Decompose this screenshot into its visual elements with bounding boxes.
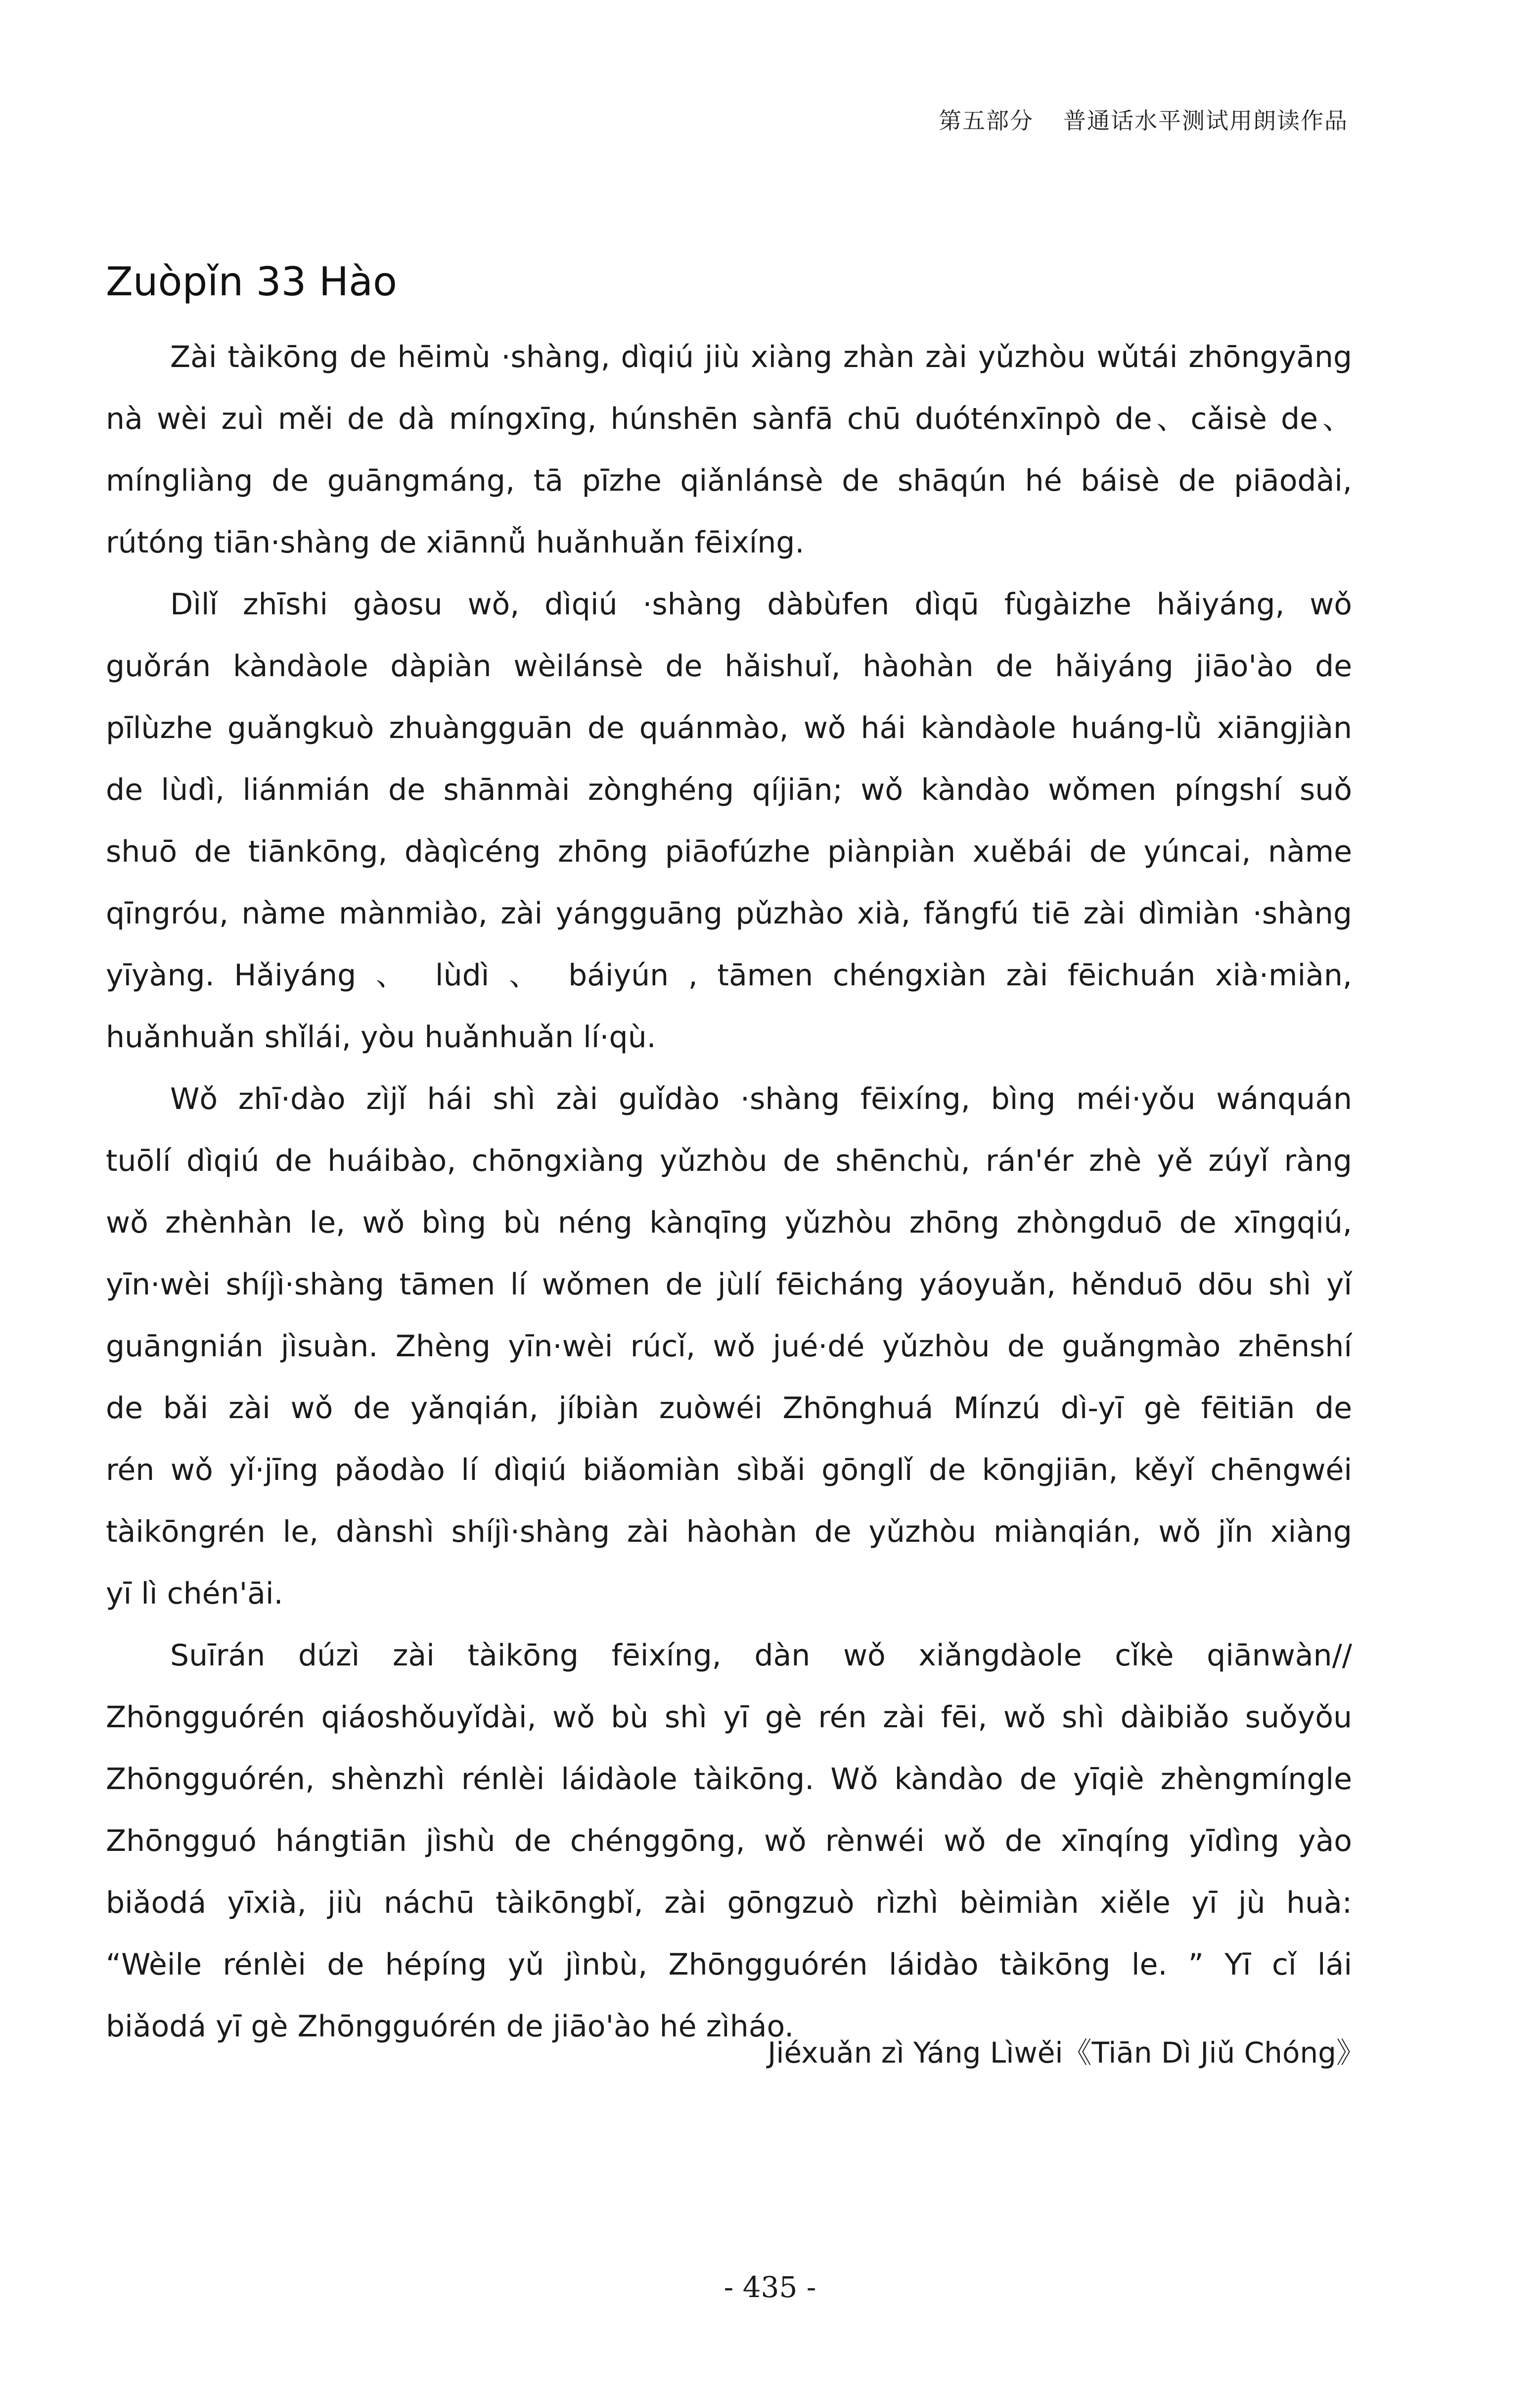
- text-line: biǎodá yīxià, jiù náchū tàikōngbǐ, zài gōngzuò rìzhì bèimiàn xiěle yī jù huà:: [106, 1886, 1352, 1920]
- header-part: 第五部分: [939, 107, 1034, 134]
- text-line: Zhōngguó hángtiān jìshù de chénggōng, wǒ rènwéi wǒ de xīnqíng yīdìng yào: [106, 1824, 1352, 1858]
- text-line: huǎnhuǎn shǐlái, yòu huǎnhuǎn lí·qù.: [106, 1020, 656, 1055]
- text-line: de lùdì, liánmián de shānmài zònghéng qíjiān; wǒ kàndào wǒmen píngshí suǒ: [106, 773, 1352, 807]
- text-line: Suīrán dúzì zài tàikōng fēixíng, dàn wǒ xiǎngdàole cǐkè qiānwàn//: [170, 1638, 1352, 1673]
- text-line: yī lì chén'āi.: [106, 1576, 283, 1611]
- text-line: guāngnián jìsuàn. Zhèng yīn·wèi rúcǐ, wǒ jué·dé yǔzhòu de guǎngmào zhēnshí: [106, 1329, 1352, 1364]
- text-line: nà wèi zuì měi de dà míngxīng, húnshēn sànfā chū duóténxīnpò de、cǎisè de、: [106, 402, 1352, 436]
- running-header: [939, 103, 1348, 136]
- text-line: “Wèile rénlèi de hépíng yǔ jìnbù, Zhōngguórén láidào tàikōng le. ” Yī cǐ lái: [106, 1947, 1352, 1982]
- text-line: rútóng tiān·shàng de xiānnǚ huǎnhuǎn fēixíng.: [106, 525, 805, 560]
- work-title: Zuòpǐn 33 Hào: [106, 259, 397, 305]
- text-line: yīyàng. Hǎiyáng 、 lùdì 、 báiyún , tāmen chéngxiàn zài fēichuán xià·miàn,: [106, 958, 1352, 993]
- page-number: - 435 -: [724, 2270, 816, 2304]
- paragraph-2: [106, 574, 1352, 1068]
- header-section: 普通话水平测试用朗读作品: [1063, 107, 1348, 134]
- text-line: de bǎi zài wǒ de yǎnqián, jíbiàn zuòwéi Zhōnghuá Mínzú dì-yī gè fēitiān de: [106, 1391, 1352, 1426]
- source-citation: Jiéxuǎn zì Yáng Lìwěi《Tiān Dì Jiǔ Chóng》: [768, 2036, 1365, 2070]
- text-line: Dìlǐ zhīshi gàosu wǒ, dìqiú ·shàng dàbùfen dìqū fùgàizhe hǎiyáng, wǒ: [170, 587, 1352, 622]
- text-line: tuōlí dìqiú de huáibào, chōngxiàng yǔzhòu de shēnchù, rán'ér zhè yě zúyǐ ràng: [106, 1144, 1352, 1178]
- paragraph-4: [106, 1625, 1352, 2058]
- text-line: Wǒ zhī·dào zìjǐ hái shì zài guǐdào ·shàng fēixíng, bìng méi·yǒu wánquán: [170, 1082, 1352, 1116]
- text-line: Zài tàikōng de hēimù ·shàng, dìqiú jiù xiàng zhàn zài yǔzhòu wǔtái zhōngyāng: [170, 340, 1352, 374]
- text-line: biǎodá yī gè Zhōngguórén de jiāo'ào hé zìháo.: [106, 2009, 794, 2044]
- text-line: qīngróu, nàme mànmiào, zài yángguāng pǔzhào xià, fǎngfú tiē zài dìmiàn ·shàng: [106, 896, 1352, 931]
- text-line: Zhōngguórén, shènzhì rénlèi láidàole tàikōng. Wǒ kàndào de yīqiè zhèngmíngle: [106, 1762, 1352, 1796]
- text-line: yīn·wèi shíjì·shàng tāmen lí wǒmen de jùlí fēicháng yáoyuǎn, hěnduō dōu shì yǐ: [106, 1267, 1352, 1302]
- text-line: pīlùzhe guǎngkuò zhuàngguān de quánmào, wǒ hái kàndàole huáng-lǜ xiāngjiàn: [106, 711, 1352, 745]
- paragraph-3: [106, 1068, 1352, 1625]
- text-line: guǒrán kàndàole dàpiàn wèilánsè de hǎishuǐ, hàohàn de hǎiyáng jiāo'ào de: [106, 649, 1352, 684]
- text-line: shuō de tiānkōng, dàqìcéng zhōng piāofúzhe piànpiàn xuěbái de yúncai, nàme: [106, 834, 1352, 869]
- text-line: rén wǒ yǐ·jīng pǎodào lí dìqiú biǎomiàn sìbǎi gōnglǐ de kōngjiān, kěyǐ chēngwéi: [106, 1453, 1352, 1487]
- paragraph-1: [106, 326, 1352, 574]
- text-line: tàikōngrén le, dànshì shíjì·shàng zài hàohàn de yǔzhòu miànqián, wǒ jǐn xiàng: [106, 1515, 1352, 1549]
- text-line: míngliàng de guāngmáng, tā pīzhe qiǎnlánsè de shāqún hé báisè de piāodài,: [106, 463, 1352, 498]
- text-line: Zhōngguórén qiáoshǒuyǐdài, wǒ bù shì yī gè rén zài fēi, wǒ shì dàibiǎo suǒyǒu: [106, 1700, 1352, 1735]
- text-line: wǒ zhènhàn le, wǒ bìng bù néng kànqīng yǔzhòu zhōng zhòngduō de xīngqiú,: [106, 1205, 1352, 1240]
- passage-body: [106, 326, 1352, 2058]
